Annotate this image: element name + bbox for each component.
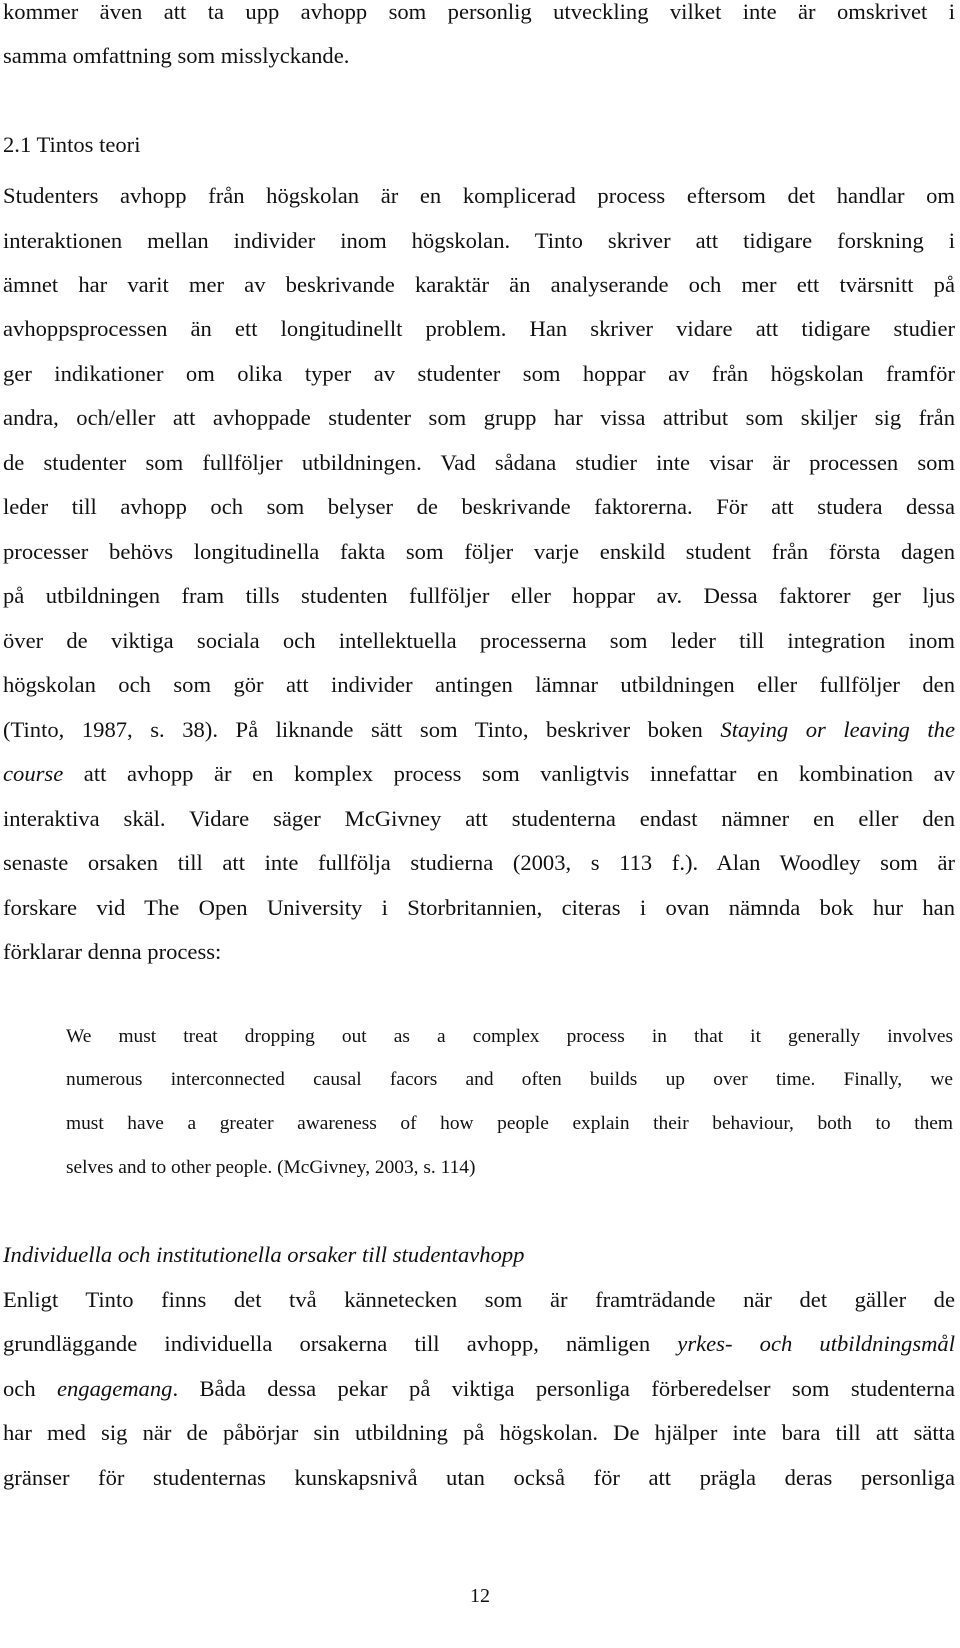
body-text-line: senaste orsaken till att inte fullfölja studierna (2003, s 113 f.). Alan Woodley som är: [3, 850, 955, 875]
block-quote-line: We must treat dropping out as a complex process in that it generally involves: [66, 1026, 953, 1047]
subsection-heading: Individuella och institutionella orsaker till studentavhopp: [3, 1242, 525, 1267]
body-text-line: ämnet har varit mer av beskrivande karaktär än analyserande och mer ett tvärsnitt på: [3, 272, 955, 297]
body-text-line: gränser för studenternas kunskapsnivå utan också för att prägla deras personliga: [3, 1465, 955, 1490]
body-text-line: ger indikationer om olika typer av studenter som hoppar av från högskolan framför: [3, 361, 955, 386]
emphasis-term: yrkes- och utbildningsmål: [677, 1331, 955, 1356]
body-text-line: [3, 1330, 955, 1358]
body-text-segment: (Tinto, 1987, s. 38). På liknande sätt som Tinto, beskriver boken: [3, 717, 721, 742]
block-quote-line: numerous interconnected causal facors and often builds up over time. Finally, we: [66, 1069, 953, 1090]
body-text-line: högskolan och som gör att individer antingen lämnar utbildningen eller fullföljer den: [3, 672, 955, 697]
body-text-segment: att avhopp är en komplex process som vanligtvis innefattar en kombination av: [63, 761, 955, 786]
body-text-segment: grundläggande individuella orsakerna till avhopp, nämligen: [3, 1331, 678, 1356]
body-text-line: har med sig när de påbörjar sin utbildning på högskolan. De hjälper inte bara till att sätta: [3, 1420, 955, 1445]
body-text-line: kommer även att ta upp avhopp som personlig utveckling vilket inte är omskrivet i: [3, 0, 955, 24]
body-text-line: processer behövs longitudinella fakta som följer varje enskild student från första dagen: [3, 539, 955, 564]
body-text-line: förklarar denna process:: [3, 939, 222, 964]
emphasis-term: engagemang: [56, 1376, 173, 1401]
body-text-line: Studenters avhopp från högskolan är en komplicerad process eftersom det handlar om: [3, 183, 955, 208]
body-text-line: de studenter som fullföljer utbildningen. Vad sådana studier inte visar är processen som: [3, 450, 955, 475]
section-heading: 2.1 Tintos teori: [3, 132, 141, 157]
body-text-line: andra, och/eller att avhoppade studenter som grupp har vissa attribut som skiljer sig från: [3, 405, 955, 430]
block-quote-line: selves and to other people. (McGivney, 2003, s. 114): [66, 1157, 476, 1178]
body-text-line: samma omfattning som misslyckande.: [3, 43, 350, 68]
body-text-line: avhoppsprocessen än ett longitudinellt problem. Han skriver vidare att tidigare studier: [3, 316, 955, 341]
body-text-line: interaktionen mellan individer inom högskolan. Tinto skriver att tidigare forskning i: [3, 228, 955, 253]
book-title-italic: Staying or leaving the: [720, 717, 955, 742]
body-text-line: forskare vid The Open University i Storbritannien, citeras i ovan nämnda bok hur han: [3, 895, 955, 920]
body-text-line: [3, 1375, 955, 1403]
body-text-line: på utbildningen fram tills studenten fullföljer eller hoppar av. Dessa faktorer ger ljus: [3, 583, 955, 608]
body-text-segment: . Båda dessa pekar på viktiga personliga förberedelser som studenterna: [172, 1376, 955, 1401]
body-text-segment: och: [3, 1376, 57, 1401]
body-text-line: interaktiva skäl. Vidare säger McGivney att studenterna endast nämner en eller den: [3, 806, 955, 831]
page-number: 12: [470, 1585, 490, 1607]
body-text-line: [3, 760, 955, 788]
body-text-line: Enligt Tinto finns det två kännetecken som är framträdande när det gäller de: [3, 1287, 955, 1312]
body-text-line: över de viktiga sociala och intellektuella processerna som leder till integration inom: [3, 628, 955, 653]
body-text-line: leder till avhopp och som belyser de beskrivande faktorerna. För att studera dessa: [3, 494, 955, 519]
body-text-line: [3, 716, 955, 744]
block-quote-line: must have a greater awareness of how people explain their behaviour, both to them: [66, 1113, 953, 1134]
book-title-italic: course: [3, 761, 64, 786]
